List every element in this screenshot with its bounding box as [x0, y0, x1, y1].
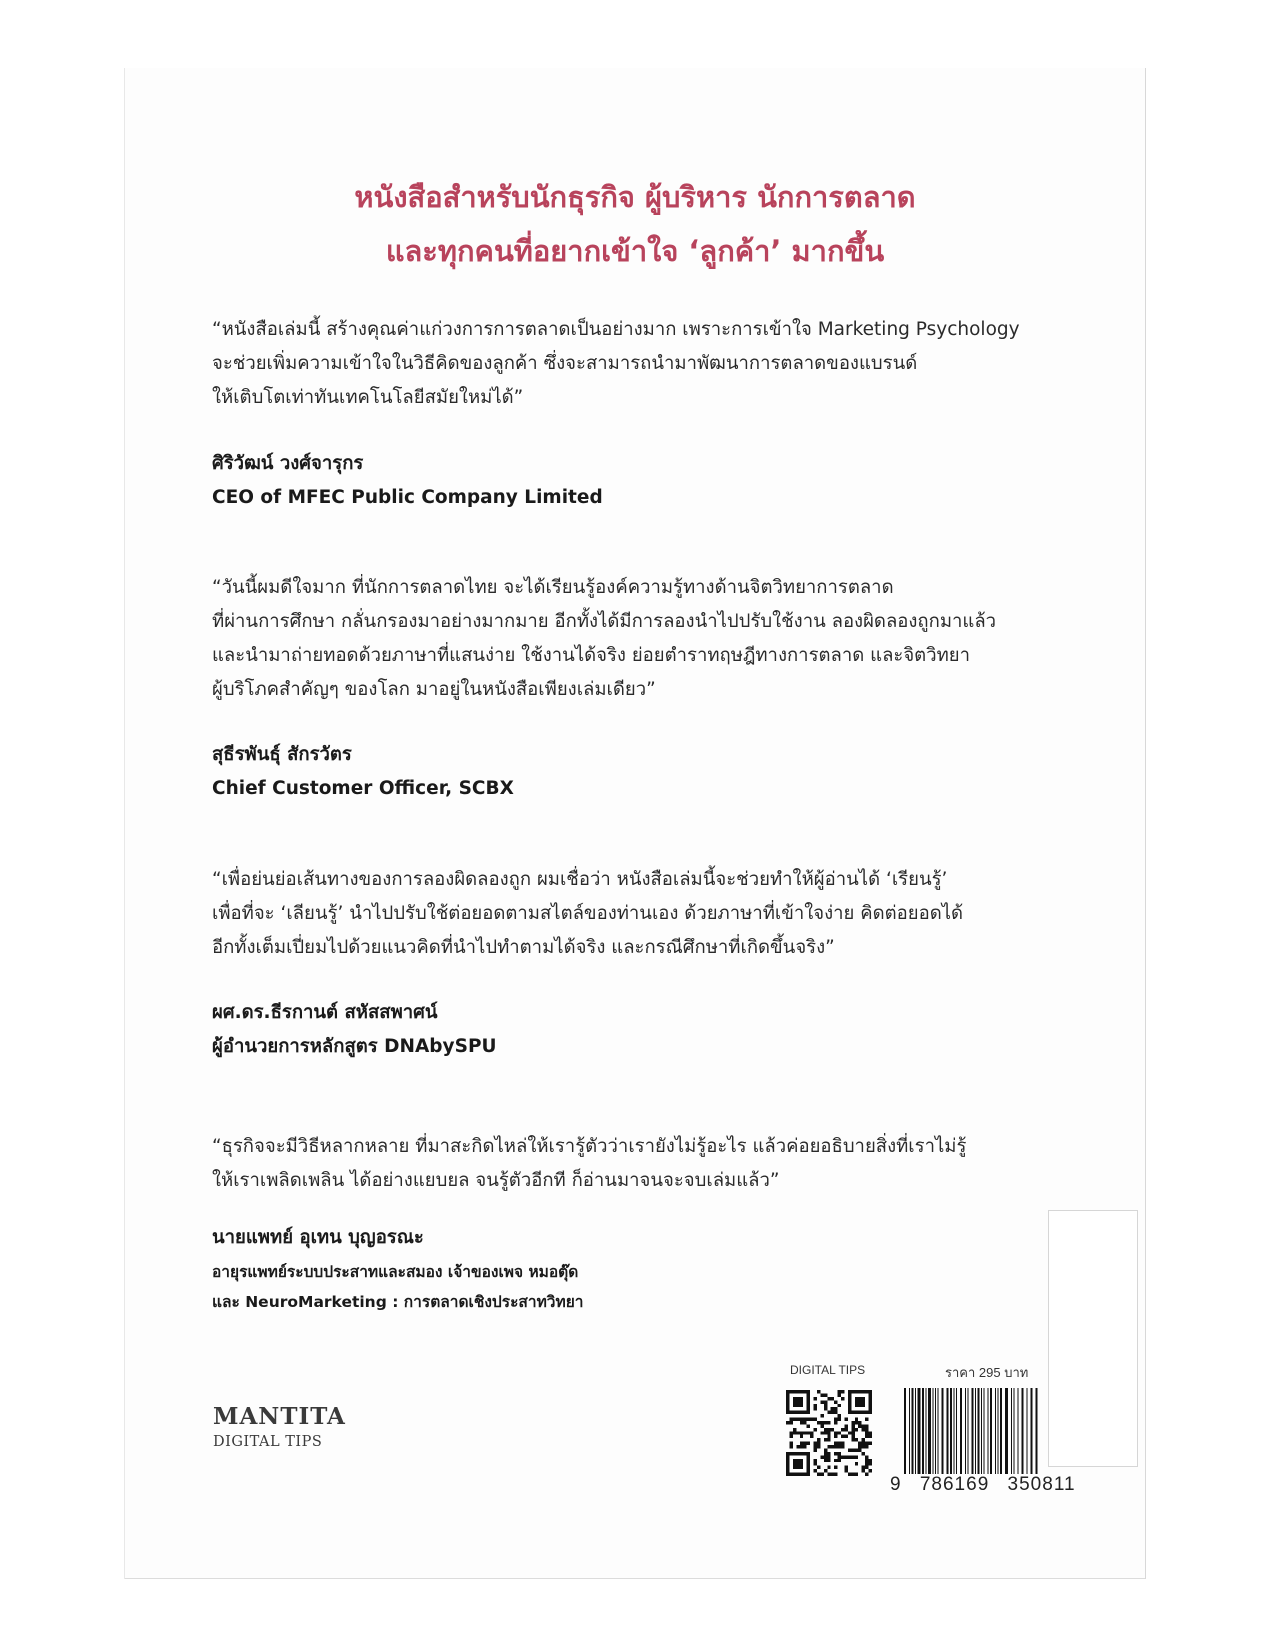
publisher-brand: MANTITA: [213, 1403, 346, 1430]
quote-line: “ธุรกิจจะมีวิธีหลากหลาย ที่มาสะกิดไหล่ให้เรารู้ตัวว่าเรายังไม่รู้อะไร แล้วค่อยอธิบายสิ่งที่เราไม่รู้: [212, 1136, 967, 1157]
publisher-logo: [213, 1402, 346, 1452]
headline-line-1: หนังสือสำหรับนักธุรกิจ ผู้บริหาร นักการตลาด: [354, 180, 916, 214]
quote-2-author-name: สุธีรพันธุ์ สักรวัตร: [212, 744, 352, 765]
book-back-cover: [125, 68, 1145, 1579]
qr-label: DIGITAL TIPS: [790, 1363, 866, 1377]
quote-4-author-title-1: อายุรแพทย์ระบบประสาทและสมอง เจ้าของเพจ หมอตุ๊ด: [212, 1263, 579, 1281]
barcode-digit-group: 9: [890, 1474, 902, 1495]
publisher-imprint: DIGITAL TIPS: [213, 1434, 323, 1450]
quote-line: จะช่วยเพิ่มความเข้าใจในวิธีคิดของลูกค้า ซึ่งจะสามารถนำมาพัฒนาการตลาดของแบรนด์: [212, 353, 918, 374]
quote-line: “หนังสือเล่มนี้ สร้างคุณค่าแก่วงการการตลาดเป็นอย่างมาก เพราะการเข้าใจ Marketing Psychology: [212, 319, 1020, 340]
quote-2: [212, 571, 996, 707]
quote-3-author-title: ผู้อำนวยการหลักสูตร DNAbySPU: [212, 1036, 497, 1057]
quote-line: และนำมาถ่ายทอดด้วยภาษาที่แสนง่าย ใช้งานได้จริง ย่อยตำราทฤษฎีทางการตลาด และจิตวิทยา: [212, 645, 971, 666]
headline-line-2: และทุกคนที่อยากเข้าใจ ‘ลูกค้า’ มากขึ้น: [385, 234, 885, 268]
quote-line: ผู้บริโภคสำคัญๆ ของโลก มาอยู่ในหนังสือเพียงเล่มเดียว”: [212, 679, 656, 700]
quote-3-author-name: ผศ.ดร.ธีรกานต์ สหัสสพาศน์: [212, 1002, 438, 1023]
qr-code-icon: [786, 1390, 872, 1476]
quote-2-author-title: Chief Customer Officer, SCBX: [212, 778, 514, 799]
barcode-digit-group: 350811: [1007, 1474, 1076, 1495]
quote-line: “เพื่อย่นย่อเส้นทางของการลองผิดลองถูก ผมเชื่อว่า หนังสือเล่มนี้จะช่วยทำให้ผู้อ่านได้ ‘เรียนรู้’: [212, 869, 948, 890]
quote-4-author-title-2: และ NeuroMarketing : การตลาดเชิงประสาทวิทยา: [212, 1293, 584, 1311]
quote-1-author-name: ศิริวัฒน์ วงศ์จารุกร: [212, 453, 364, 474]
barcode-digits: [890, 1474, 1088, 1496]
quote-4-author-name: นายแพทย์ อุเทน บุญอรณะ: [212, 1227, 424, 1248]
quote-line: ให้เราเพลิดเพลิน ได้อย่างแยบยล จนรู้ตัวอีกที ก็อ่านมาจนจะจบเล่มแล้ว”: [212, 1170, 780, 1191]
price-label: ราคา 295 บาท: [945, 1365, 1029, 1380]
quote-line: เพื่อที่จะ ‘เลียนรู้’ นำไปปรับใช้ต่อยอดตามสไตล์ของท่านเอง ด้วยภาษาที่เข้าใจง่าย คิดต่อยอดได้: [212, 903, 964, 924]
quote-4: [212, 1130, 966, 1198]
quote-1-author-title: CEO of MFEC Public Company Limited: [212, 487, 603, 508]
quote-1: [212, 313, 1020, 415]
quote-line: ให้เติบโตเท่าทันเทคโนโลยีสมัยใหม่ได้”: [212, 387, 524, 408]
price-sticker: [1048, 1210, 1138, 1467]
quote-3: [212, 863, 963, 965]
quote-line: “วันนี้ผมดีใจมาก ที่นักการตลาดไทย จะได้เรียนรู้องค์ความรู้ทางด้านจิตวิทยาการตลาด: [212, 577, 894, 598]
quote-line: ที่ผ่านการศึกษา กลั่นกรองมาอย่างมากมาย อีกทั้งได้มีการลองนำไปปรับใช้งาน ลองผิดลองถูกมาแล้ว: [212, 611, 997, 632]
barcode-digit-group: 786169: [919, 1474, 990, 1495]
quote-line: อีกทั้งเต็มเปี่ยมไปด้วยแนวคิดที่นำไปทำตามได้จริง และกรณีศึกษาที่เกิดขึ้นจริง”: [212, 937, 835, 958]
barcode-icon: [902, 1388, 1042, 1474]
